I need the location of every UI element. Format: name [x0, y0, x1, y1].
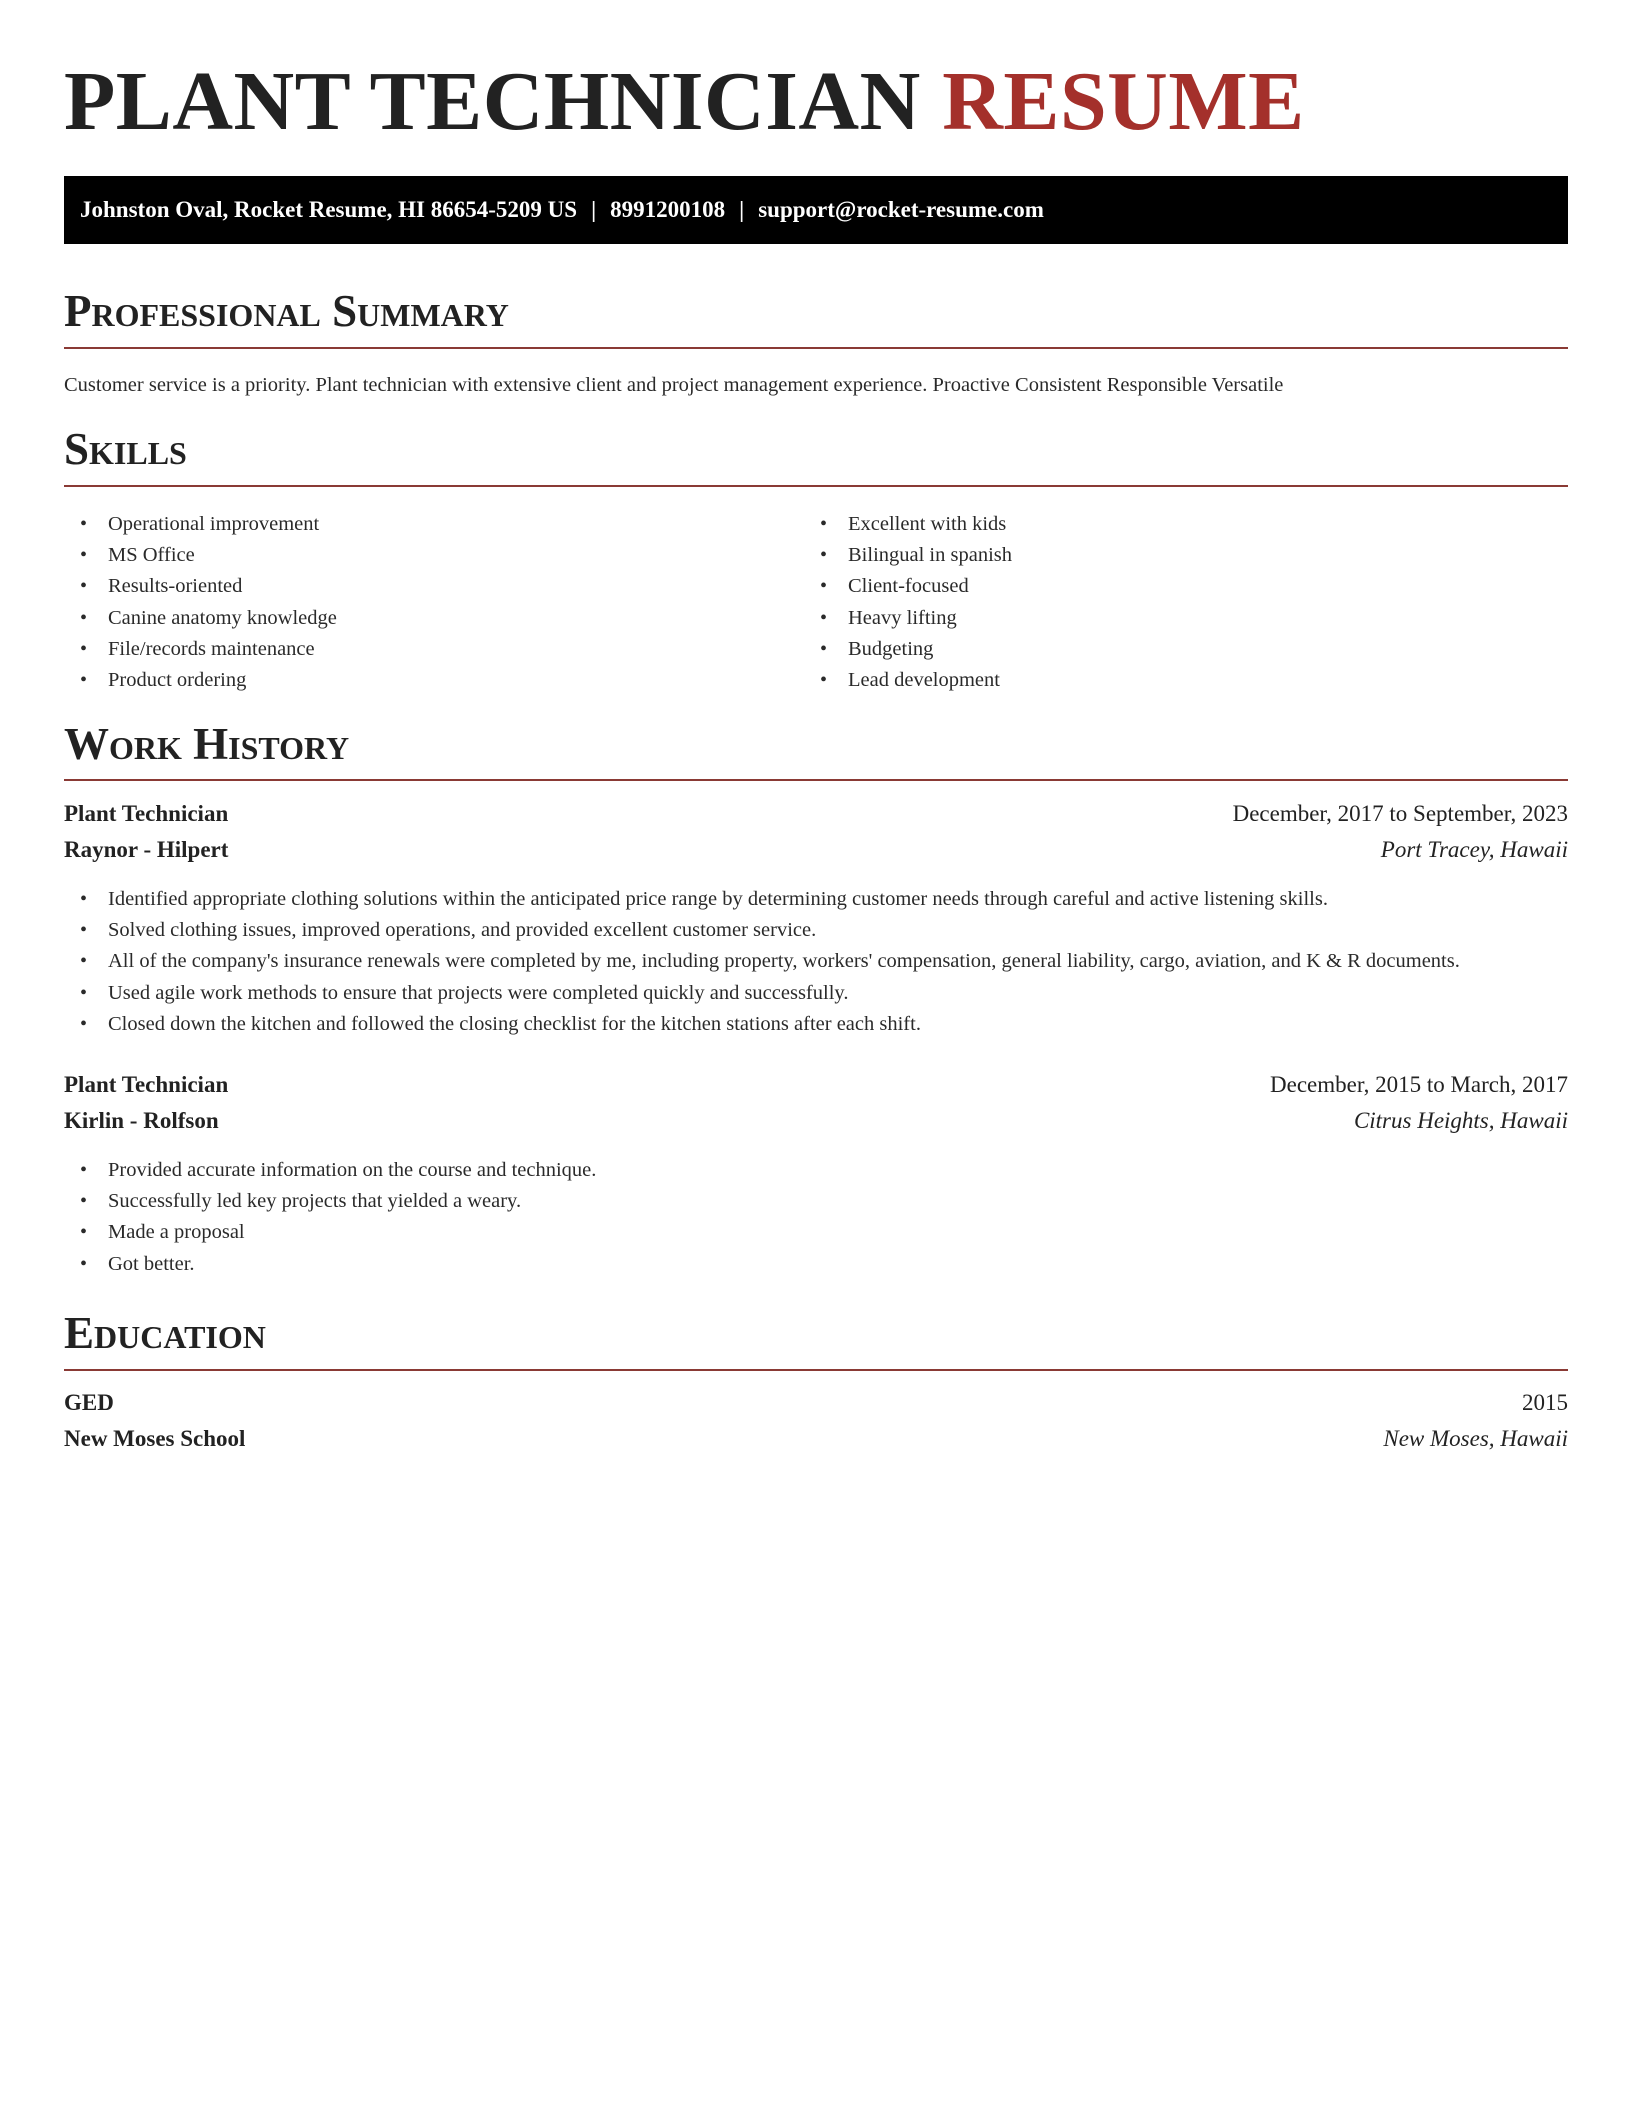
skill-item: • Budgeting — [804, 634, 1544, 665]
job-dates: December, 2015 to March, 2017 — [1270, 1072, 1568, 1097]
contact-phone: 8991200108 — [610, 197, 726, 222]
job-bullets — [64, 1155, 1568, 1280]
job-dates: December, 2017 to September, 2023 — [1232, 801, 1568, 826]
summary-heading: Professional Summary — [64, 286, 509, 336]
page-title — [64, 52, 1305, 152]
job-bullet: • Successfully led key projects that yielded a weary. — [64, 1186, 1568, 1217]
job-bullets — [64, 884, 1568, 1040]
job-company: Raynor - Hilpert — [64, 837, 229, 862]
skill-item: • File/records maintenance — [64, 634, 804, 665]
skill-item: • Bilingual in spanish — [804, 540, 1544, 571]
skill-item: • Canine anatomy knowledge — [64, 603, 804, 634]
summary-text: Customer service is a priority. Plant technician with extensive client and project management experience. Proactive Consistent Responsible Versatile — [64, 374, 1284, 396]
skills-heading: Skills — [64, 424, 187, 474]
contact-bar — [64, 176, 1568, 244]
job-bullet: • All of the company's insurance renewals were completed by me, including property, workers' compensation, general liability, cargo, aviation, and K & R documents. — [64, 946, 1568, 977]
skill-item: • Product ordering — [64, 665, 804, 696]
skill-item: • Operational improvement — [64, 509, 804, 540]
education-degree: GED — [64, 1390, 114, 1415]
job-bullet: • Made a proposal — [64, 1217, 1568, 1248]
skills-list — [64, 509, 1568, 696]
contact-email: support@rocket-resume.com — [758, 197, 1044, 222]
title-accent: RESUME — [942, 55, 1305, 148]
contact-address: Johnston Oval, Rocket Resume, HI 86654-5209 US — [80, 197, 578, 222]
education-degree-row — [64, 1386, 1568, 1420]
skill-item: • Lead development — [804, 665, 1544, 696]
job-company: Kirlin - Rolfson — [64, 1108, 219, 1133]
section-divider — [64, 1369, 1568, 1371]
skill-item: • Heavy lifting — [804, 603, 1544, 634]
skill-item: • Results-oriented — [64, 571, 804, 602]
job-title: Plant Technician — [64, 801, 229, 826]
skills-column-left — [64, 509, 804, 696]
education-year: 2015 — [1522, 1390, 1568, 1415]
job-bullet: • Provided accurate information on the course and technique. — [64, 1155, 1568, 1186]
job-bullet: • Used agile work methods to ensure that projects were completed quickly and successfully. — [64, 978, 1568, 1009]
education-heading: Education — [64, 1308, 266, 1358]
education-school: New Moses School — [64, 1426, 246, 1451]
job-title-row — [64, 797, 1568, 831]
title-main: PLANT TECHNICIAN — [64, 55, 921, 148]
job-location: Citrus Heights, Hawaii — [1353, 1108, 1568, 1133]
skills-column-right — [804, 509, 1544, 696]
job-bullet: • Solved clothing issues, improved operations, and provided excellent customer service. — [64, 915, 1568, 946]
skill-item: • Excellent with kids — [804, 509, 1544, 540]
contact-separator: | — [591, 197, 597, 222]
job-company-row — [64, 1104, 1568, 1138]
job-title-row — [64, 1068, 1568, 1102]
section-divider — [64, 485, 1568, 487]
section-divider — [64, 347, 1568, 349]
job-location: Port Tracey, Hawaii — [1380, 837, 1568, 862]
job-bullet: • Got better. — [64, 1249, 1568, 1280]
work-history-heading: Work History — [64, 719, 350, 769]
job-bullet: • Identified appropriate clothing solutions within the anticipated price range by determining customer needs through careful and active listening skills. — [64, 884, 1568, 915]
job-title: Plant Technician — [64, 1072, 229, 1097]
education-location: New Moses, Hawaii — [1383, 1426, 1568, 1451]
job-company-row — [64, 833, 1568, 867]
job-bullet: • Closed down the kitchen and followed the closing checklist for the kitchen stations after each shift. — [64, 1009, 1568, 1040]
skill-item: • MS Office — [64, 540, 804, 571]
skill-item: • Client-focused — [804, 571, 1544, 602]
education-school-row — [64, 1422, 1568, 1456]
section-divider — [64, 779, 1568, 781]
contact-separator: | — [739, 197, 745, 222]
